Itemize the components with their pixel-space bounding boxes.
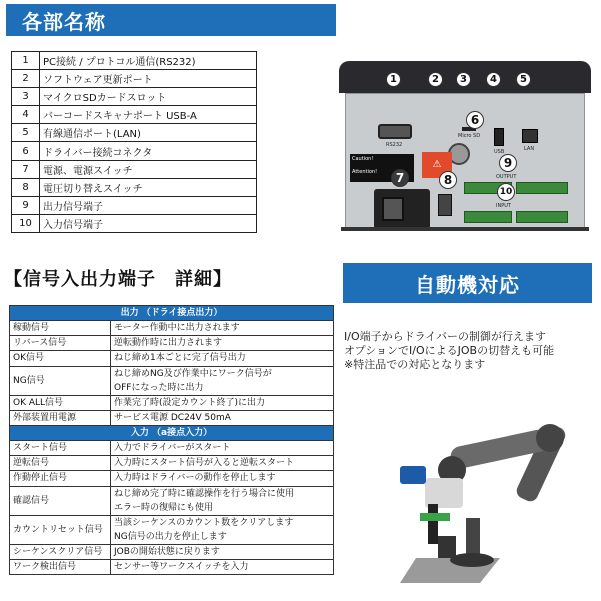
part-label: バーコードスキャナポート USB-A [40, 106, 257, 124]
signal-name: OK ALL信号 [10, 395, 111, 410]
parts-section-title: 各部名称 [22, 9, 106, 34]
callout-1: 1 [386, 72, 401, 87]
signal-row [10, 440, 334, 455]
attention-title: Attention! [352, 169, 378, 175]
auto-line: I/O端子からドライバーの制御が行えます [344, 330, 547, 343]
parts-row [12, 52, 257, 70]
screwdriver-bit [428, 504, 438, 544]
signal-row [10, 395, 334, 410]
io-signal-table [9, 305, 334, 575]
sd-label: Micro SD [458, 133, 481, 139]
signal-description [111, 336, 334, 351]
signal-row [10, 366, 334, 395]
description-line: NG信号の出力を停止します [114, 531, 227, 542]
output-terminal-right [516, 182, 568, 194]
signal-row [10, 515, 334, 544]
description-line: ねじ締め1本ごとに完了信号出力 [114, 353, 246, 364]
parts-row [12, 88, 257, 106]
robot-base [450, 553, 494, 567]
signal-name: シーケンスクリア信号 [10, 544, 111, 559]
callout-5: 5 [516, 72, 531, 87]
signal-description [111, 456, 334, 471]
signal-row [10, 410, 334, 425]
signal-description [111, 395, 334, 410]
usb-label: USB [494, 149, 505, 155]
signal-name: 作動停止信号 [10, 471, 111, 486]
input-terminal-left [464, 211, 512, 223]
callout-10: 10 [497, 183, 515, 201]
callout-6: 6 [466, 111, 484, 129]
auto-section-banner [343, 263, 592, 303]
part-number: 6 [12, 142, 40, 160]
power-socket [382, 197, 404, 221]
signal-name: NG信号 [10, 366, 111, 395]
parts-row [12, 196, 257, 214]
auto-section-title: 自動機対応 [415, 272, 520, 297]
part-number: 5 [12, 124, 40, 142]
output-label: OUTPUT [496, 174, 517, 180]
auto-line: ※特注品での対応となります [344, 358, 486, 371]
workpiece [438, 536, 456, 558]
device-base [341, 227, 589, 231]
signal-row [10, 321, 334, 336]
robot-base-column [466, 518, 480, 558]
signal-name: スタート信号 [10, 440, 111, 455]
signal-description [111, 559, 334, 574]
description-line: サービス電源 DC24V 50mA [114, 412, 231, 423]
signal-row [10, 471, 334, 486]
signal-description [111, 410, 334, 425]
parts-table [11, 51, 257, 233]
lan-label: LAN [524, 146, 535, 152]
signal-name: 外部装置用電源 [10, 410, 111, 425]
part-number: 1 [12, 52, 40, 70]
signal-description [111, 486, 334, 515]
description-line: 当該シーケンスのカウント数をクリアします [114, 517, 294, 528]
input-header-label: 入力 （a接点入力） [10, 425, 334, 440]
parts-section-banner [6, 4, 336, 36]
description-line: ねじ締めNG及び作業中にワーク信号が [114, 368, 272, 379]
callout-8: 8 [439, 171, 457, 189]
lan-port [522, 129, 538, 143]
description-line: JOBの開始状態に戻ります [114, 546, 220, 557]
description-line: 逆転動作時に出力されます [114, 338, 223, 349]
signal-row [10, 456, 334, 471]
controller-rear-panel-image [339, 61, 591, 231]
input-label: INPUT [496, 203, 511, 209]
callout-2: 2 [428, 72, 443, 87]
part-number: 9 [12, 196, 40, 214]
signal-description [111, 515, 334, 544]
description-line: OFFになった時に出力 [114, 382, 204, 393]
description-line: モーター作動中に出力されます [114, 323, 240, 334]
description-line: エラー時の復帰にも使用 [114, 502, 214, 513]
parts-row [12, 124, 257, 142]
device-rear-face [345, 93, 585, 229]
signal-row [10, 351, 334, 366]
signal-name: リバース信号 [10, 336, 111, 351]
signal-name: 確認信号 [10, 486, 111, 515]
signal-description [111, 321, 334, 336]
caution-title: Caution! [352, 156, 374, 162]
part-number: 3 [12, 88, 40, 106]
signal-name: ワーク検出信号 [10, 559, 111, 574]
part-label: 出力信号端子 [40, 196, 257, 214]
part-label: 電源、電源スイッチ [40, 160, 257, 178]
callout-4: 4 [486, 72, 501, 87]
part-label: 有線通信ポート(LAN) [40, 124, 257, 142]
status-light [420, 513, 450, 521]
power-inlet [374, 189, 430, 229]
output-header-label: 出力 （ドライ接点出力） [10, 306, 334, 321]
part-number: 4 [12, 106, 40, 124]
voltage-switch [438, 194, 452, 216]
description-line: 作業完了時(設定カウント終了)に出力 [114, 397, 266, 408]
signal-description [111, 544, 334, 559]
auto-line: オプションでI/OによるJOBの切替えも可能 [344, 344, 555, 357]
robot-arm-image [380, 408, 600, 598]
signal-name: 逆転信号 [10, 456, 111, 471]
usb-port [494, 128, 504, 146]
signal-description [111, 471, 334, 486]
callout-3: 3 [456, 72, 471, 87]
warning-sticker: ⚠ [422, 152, 452, 178]
screw-feeder [400, 466, 426, 484]
signal-row [10, 486, 334, 515]
input-header [10, 425, 334, 440]
part-label: PC接続 / プロトコル通信(RS232) [40, 52, 257, 70]
description-line: センサー等ワークスイッチを入力 [114, 561, 249, 572]
callout-9: 9 [499, 154, 517, 172]
part-label: ドライバー接続コネクタ [40, 142, 257, 160]
signal-name: 稼動信号 [10, 321, 111, 336]
parts-row [12, 160, 257, 178]
part-label: ソフトウェア更新ポート [40, 70, 257, 88]
part-label: マイクロSDカードスロット [40, 88, 257, 106]
description-line: 入力でドライバーがスタート [114, 443, 231, 454]
io-section-title: 【信号入出力端子 詳細】 [4, 269, 232, 290]
part-label: 入力信号端子 [40, 214, 257, 232]
signal-name: OK信号 [10, 351, 111, 366]
part-label: 電圧切り替えスイッチ [40, 178, 257, 196]
auto-section-description [344, 330, 596, 372]
part-number: 2 [12, 70, 40, 88]
signal-description [111, 366, 334, 395]
signal-row [10, 544, 334, 559]
input-terminal-right [516, 211, 568, 223]
signal-description [111, 440, 334, 455]
parts-row [12, 214, 257, 232]
part-number: 10 [12, 214, 40, 232]
parts-row [12, 106, 257, 124]
output-header [10, 306, 334, 321]
description-line: 入力時にスタート信号が入ると逆転スタート [114, 458, 295, 469]
signal-row [10, 336, 334, 351]
signal-name: カウントリセット信号 [10, 515, 111, 544]
signal-description [111, 351, 334, 366]
rs232-port [378, 124, 412, 139]
parts-row [12, 70, 257, 88]
part-number: 8 [12, 178, 40, 196]
description-line: ねじ締め完了時に確認操作を行う場合に使用 [114, 488, 295, 499]
rs232-label: RS232 [386, 142, 403, 148]
part-number: 7 [12, 160, 40, 178]
robot-elbow-joint [536, 424, 564, 452]
signal-row [10, 559, 334, 574]
callout-7: 7 [391, 169, 409, 187]
parts-row [12, 178, 257, 196]
description-line: 入力時はドライバーの動作を停止します [114, 473, 276, 484]
screwdriver-body [425, 478, 463, 508]
parts-row [12, 142, 257, 160]
